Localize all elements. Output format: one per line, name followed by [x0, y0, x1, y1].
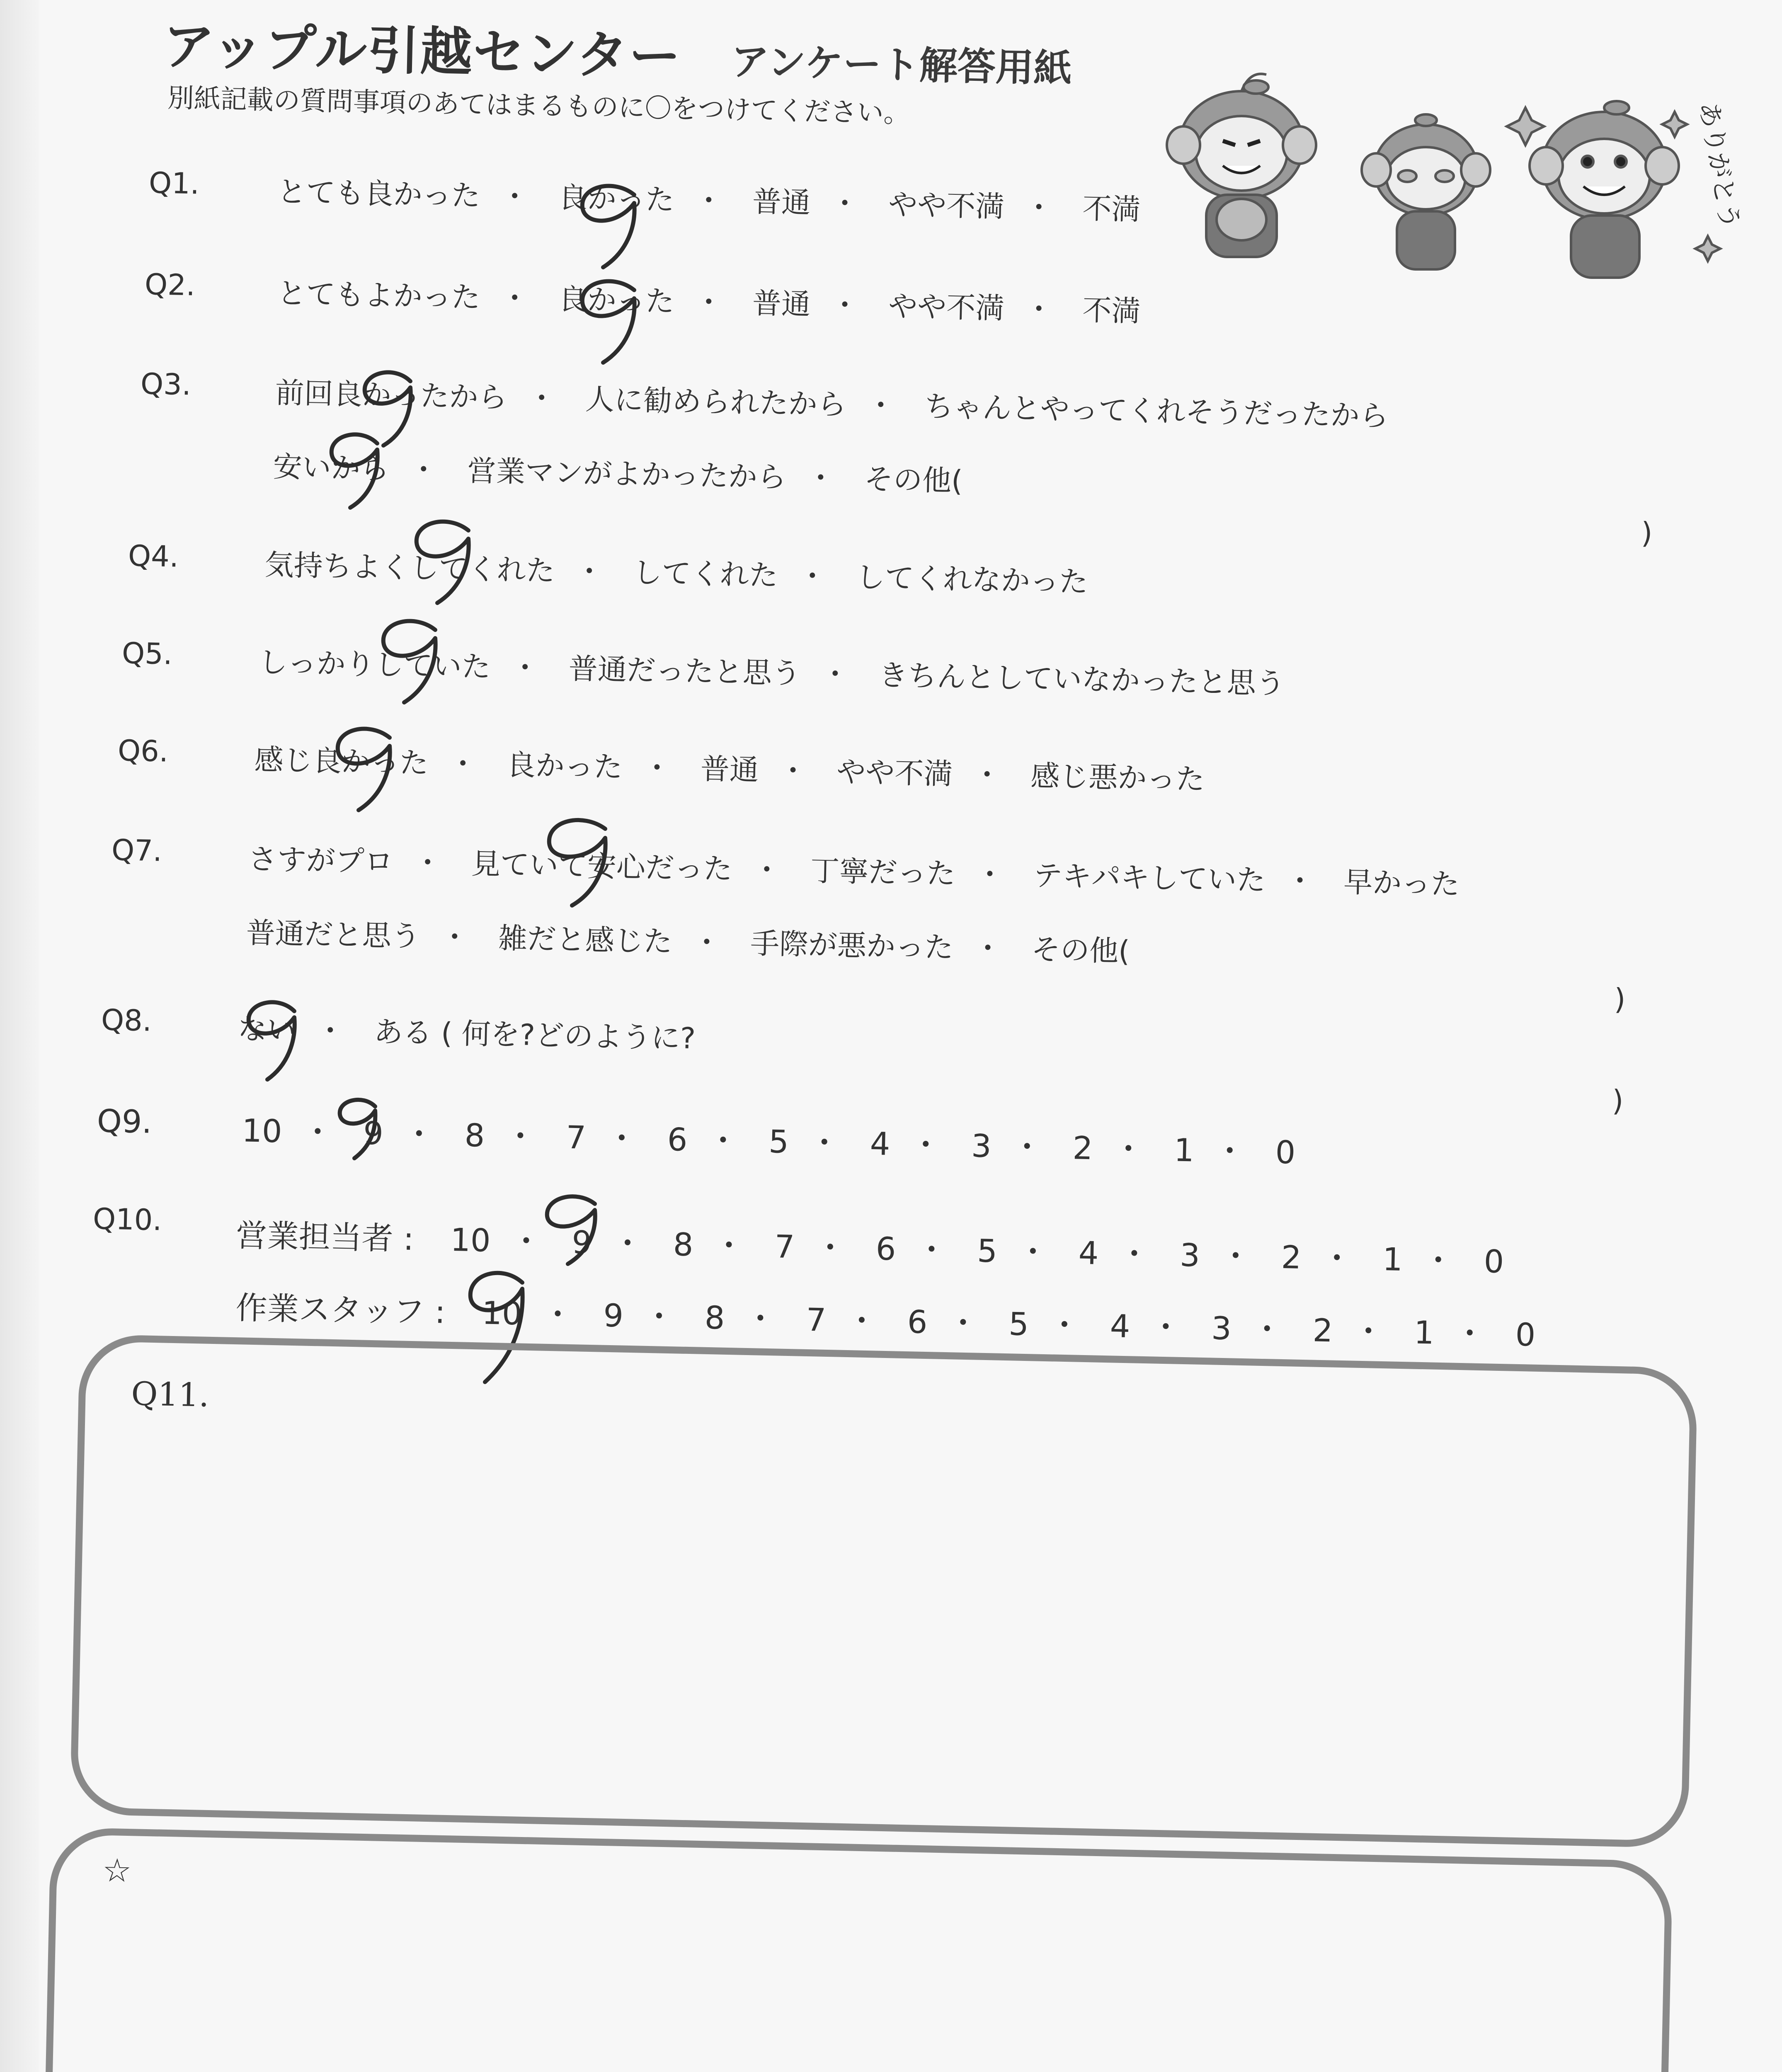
score-q9-1[interactable]: 1	[1173, 1131, 1195, 1169]
score-staff-10[interactable]: 10	[481, 1294, 523, 1332]
option-q3-5[interactable]: 営業マンがよかったから	[467, 453, 787, 494]
score-staff-2[interactable]: 2	[1312, 1312, 1333, 1349]
score-staff-7[interactable]: 7	[805, 1301, 827, 1339]
option-q5-2[interactable]: 普通だったと思う	[568, 651, 801, 691]
q10-staff-row: 作業スタッフ : 10 ・ 9 ・ 8 ・ 7 ・ 6 ・ 5 ・ 4 ・ 3 ・ 2 ・ 1 ・ 0	[235, 1283, 1536, 1355]
question-number: Q5.	[121, 636, 173, 671]
document-title: アンケート解答用紙	[730, 39, 1072, 91]
option-q8-2[interactable]: ある ( 何を?どのように?	[373, 1014, 696, 1056]
option-q7-2[interactable]: 見ていて安心だった	[471, 847, 733, 886]
q11-comment-box[interactable]	[70, 1334, 1697, 1848]
question-number: Q9.	[97, 1102, 153, 1140]
option-q3-4[interactable]: 安いから	[272, 449, 390, 486]
score-sales-3[interactable]: 3	[1179, 1236, 1200, 1274]
q3-close-paren: )	[1641, 516, 1653, 550]
handwritten-mark-q9	[327, 1094, 390, 1164]
option-q6-1[interactable]: 感じ良かった	[254, 742, 429, 780]
question-number: Q2.	[144, 267, 196, 303]
option-q3-3[interactable]: ちゃんとやってくれそうだったから	[924, 389, 1389, 433]
score-staff-0[interactable]: 0	[1515, 1316, 1536, 1353]
option-q4-2[interactable]: してくれた	[632, 555, 778, 593]
option-q1-2[interactable]: 良かった	[558, 180, 675, 217]
option-q7-9[interactable]: その他(	[1031, 932, 1130, 968]
score-sales-6[interactable]: 6	[875, 1230, 897, 1268]
option-q3-1[interactable]: 前回良かったから	[274, 375, 508, 415]
option-q3-6[interactable]: その他(	[864, 462, 963, 498]
score-staff-5[interactable]: 5	[1008, 1305, 1029, 1343]
score-staff-9[interactable]: 9	[603, 1297, 624, 1334]
score-staff-3[interactable]: 3	[1211, 1310, 1232, 1347]
q7-close-paren: )	[1614, 982, 1626, 1017]
handwritten-mark-q8	[232, 995, 315, 1086]
score-sales-5[interactable]: 5	[977, 1232, 998, 1270]
question-q7-line2: 普通だと思う ・ 雑だと感じた ・ 手際が悪かった ・ その他(	[246, 910, 1130, 970]
option-q5-3[interactable]: きちんとしていなかったと思う	[878, 658, 1285, 701]
q8-close-paren: )	[1612, 1084, 1624, 1118]
question-number: Q6.	[117, 733, 169, 769]
option-q1-4[interactable]: やや不満	[888, 187, 1005, 224]
handwritten-mark-q10-sales	[531, 1189, 613, 1272]
handwritten-mark-q3b	[315, 427, 398, 514]
score-sales-9[interactable]: 9	[571, 1223, 592, 1261]
score-sales-0[interactable]: 0	[1483, 1243, 1505, 1280]
score-q9-2[interactable]: 2	[1072, 1129, 1093, 1167]
option-q1-1[interactable]: とても良かった	[276, 174, 481, 213]
score-sales-2[interactable]: 2	[1280, 1238, 1302, 1276]
score-sales-1[interactable]: 1	[1382, 1240, 1403, 1278]
mascot-right	[1530, 101, 1679, 278]
option-q3-2[interactable]: 人に勧められたから	[584, 382, 847, 422]
score-q9-6[interactable]: 6	[667, 1121, 688, 1158]
option-q6-3[interactable]: 普通	[700, 752, 759, 787]
score-sales-10[interactable]: 10	[450, 1221, 491, 1259]
question-number: Q4.	[128, 539, 179, 574]
score-q9-5[interactable]: 5	[768, 1123, 789, 1160]
option-q4-3[interactable]: してくれなかった	[856, 560, 1089, 599]
score-sales-8[interactable]: 8	[673, 1226, 694, 1264]
option-q2-2[interactable]: 良かった	[558, 282, 675, 319]
star-comment-box[interactable]	[41, 1827, 1673, 2072]
score-staff-8[interactable]: 8	[704, 1299, 725, 1336]
score-sales-7[interactable]: 7	[774, 1228, 795, 1266]
score-q9-4[interactable]: 4	[869, 1125, 891, 1163]
option-q7-5[interactable]: 早かった	[1343, 865, 1460, 902]
option-q7-6[interactable]: 普通だと思う	[245, 915, 421, 954]
score-sales-4[interactable]: 4	[1078, 1234, 1099, 1272]
star-icon: ☆	[102, 1852, 132, 1890]
score-q9-8[interactable]: 8	[464, 1116, 485, 1154]
handwritten-mark-q6	[319, 721, 410, 816]
option-q7-3[interactable]: 丁寧だった	[810, 854, 956, 891]
q10-staff-label: 作業スタッフ :	[235, 1289, 446, 1331]
score-q9-7[interactable]: 7	[565, 1118, 587, 1156]
option-q2-1[interactable]: とてもよかった	[276, 276, 481, 315]
option-q6-4[interactable]: やや不満	[836, 755, 953, 792]
scan-edge	[0, 0, 39, 2072]
mascot-left	[1167, 74, 1316, 257]
question-q3-line2: 安いから ・ 営業マンがよかったから ・ その他(	[273, 443, 963, 500]
option-q1-5[interactable]: 不満	[1082, 191, 1141, 227]
handwritten-mark-q5	[365, 613, 456, 709]
question-number: Q7.	[111, 833, 162, 868]
q10-sales-label: 営業担当者 :	[235, 1216, 415, 1257]
option-q2-4[interactable]: やや不満	[888, 289, 1005, 326]
option-q7-4[interactable]: テキパキしていた	[1033, 858, 1266, 898]
option-q6-5[interactable]: 感じ悪かった	[1030, 759, 1205, 796]
score-q9-10[interactable]: 10	[241, 1112, 283, 1150]
score-q9-9[interactable]: 9	[363, 1114, 384, 1152]
option-q7-8[interactable]: 手際が悪かった	[750, 926, 954, 965]
handwritten-mark-q7	[531, 812, 626, 912]
mascot-middle	[1362, 114, 1490, 269]
option-q6-2[interactable]: 良かった	[506, 748, 623, 784]
mascot-illustration	[1161, 62, 1749, 294]
score-staff-1[interactable]: 1	[1413, 1314, 1435, 1351]
option-q4-1[interactable]: 気持ちよくしてくれた	[264, 547, 555, 588]
score-q9-3[interactable]: 3	[971, 1127, 992, 1165]
option-q2-5[interactable]: 不満	[1082, 293, 1141, 329]
option-q2-3[interactable]: 普通	[752, 286, 811, 322]
option-q8-1[interactable]: ない	[237, 1012, 296, 1047]
score-staff-4[interactable]: 4	[1109, 1307, 1131, 1345]
handwritten-mark-q4	[398, 514, 489, 609]
mascot-thanks-text: ありがとう	[1693, 99, 1746, 231]
option-q5-1[interactable]: しっかりしていた	[258, 645, 491, 684]
option-q7-1[interactable]: さすがプロ	[247, 842, 394, 879]
question-number: Q3.	[140, 367, 192, 402]
question-number: Q1.	[148, 166, 200, 201]
question-number: Q10.	[92, 1202, 162, 1237]
option-q7-7[interactable]: 雑だと感じた	[498, 921, 673, 959]
question-number: Q8.	[101, 1003, 152, 1038]
option-q1-3[interactable]: 普通	[752, 184, 811, 220]
q10-sales-row: 営業担当者 : 10 ・ 9 ・ 8 ・ 7 ・ 6 ・ 5 ・ 4 ・ 3 ・ 2 ・ 1 ・ 0	[235, 1210, 1505, 1282]
handwritten-mark-q2	[564, 274, 655, 369]
handwritten-mark-q1	[564, 178, 655, 274]
score-q9-0[interactable]: 0	[1275, 1133, 1296, 1171]
brand-title: アップル引越センター	[162, 16, 682, 87]
q11-label: Q11.	[131, 1375, 210, 1414]
instruction-text: 別紙記載の質問事項のあてはまるものに〇をつけてください。	[167, 82, 911, 129]
score-staff-6[interactable]: 6	[907, 1303, 928, 1341]
